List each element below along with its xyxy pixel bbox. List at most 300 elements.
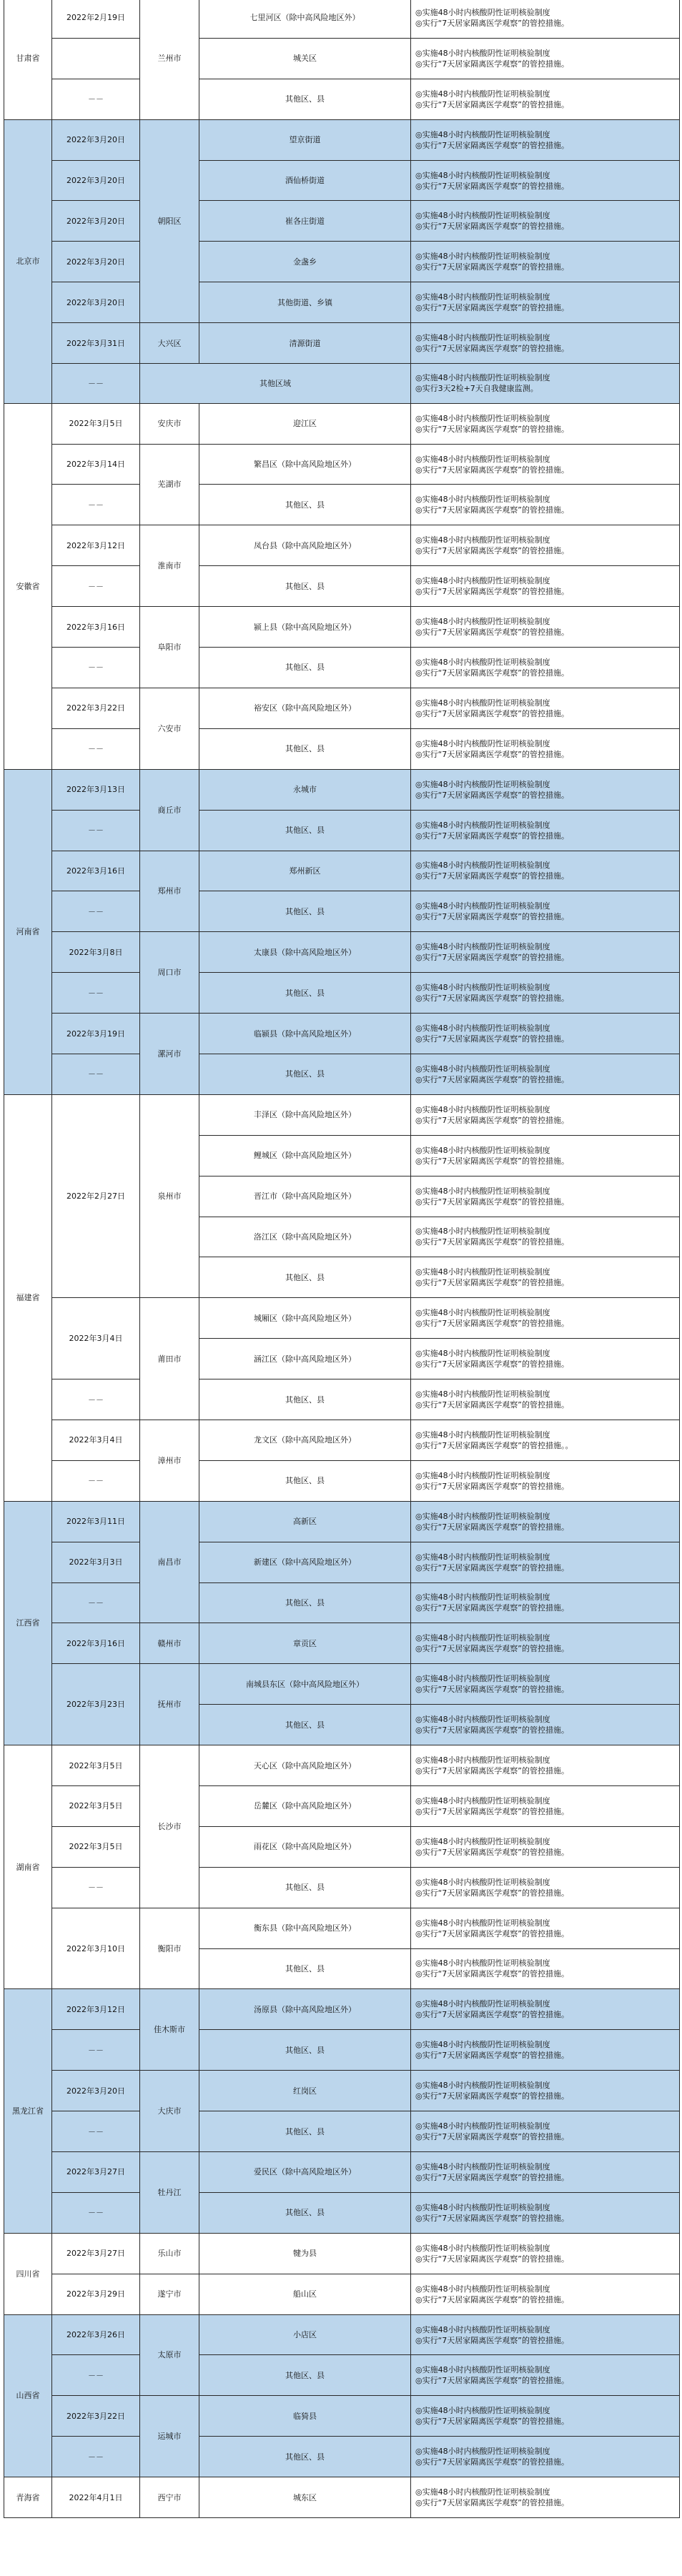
- city-cell: 长沙市: [140, 1745, 199, 1908]
- measure-line: ◎实施48小时内核酸阴性证明核验制度: [415, 820, 550, 830]
- measure-line: ◎实行“7天居家隔离医学观察”的管控措施。: [415, 465, 569, 475]
- city-cell: 安庆市: [140, 403, 199, 444]
- district-cell: 其他区、县: [199, 566, 411, 607]
- table-row: [4, 1542, 680, 1582]
- measure-line: ◎实行“7天居家隔离医学观察”的管控措施。: [415, 1481, 569, 1491]
- date-cell: －－: [52, 973, 140, 1014]
- date-cell: －－: [52, 2437, 140, 2477]
- measures-cell: [411, 1379, 680, 1420]
- measures-cell: [411, 1420, 680, 1460]
- city-cell: 漯河市: [140, 1014, 199, 1095]
- measure-line: ◎实行“7天居家隔离医学观察”的管控措施。: [415, 1278, 569, 1288]
- measure-line: ◎实施48小时内核酸阴性证明核验制度: [415, 983, 550, 993]
- measures-cell: [411, 2233, 680, 2274]
- date-cell: －－: [52, 364, 140, 404]
- table-row: [4, 1501, 680, 1542]
- district-cell: 其他区、县: [199, 1054, 411, 1094]
- measure-line: ◎实施48小时内核酸阴性证明核验制度: [415, 1104, 550, 1114]
- measure-line: ◎实施48小时内核酸阴性证明核验制度: [415, 617, 550, 627]
- table-row: [4, 2477, 680, 2518]
- measures-cell: [411, 1867, 680, 1908]
- measure-line: ◎实行“7天居家隔离医学观察”的管控措施。: [415, 344, 569, 354]
- province-cell: 四川省: [4, 2233, 52, 2314]
- table-row: [4, 282, 680, 323]
- measure-line: ◎实施48小时内核酸阴性证明核验制度: [415, 901, 550, 911]
- measure-line: ◎实施48小时内核酸阴性证明核验制度: [415, 1958, 550, 1968]
- district-cell: 临猗县: [199, 2396, 411, 2437]
- date-cell: 2022年3月5日: [52, 1826, 140, 1867]
- measure-line: ◎实施48小时内核酸阴性证明核验制度: [415, 1470, 550, 1480]
- district-cell: 其他区、县: [199, 1379, 411, 1420]
- date-cell: －－: [52, 810, 140, 851]
- measure-line: ◎实施48小时内核酸阴性证明核验制度: [415, 1755, 550, 1765]
- district-cell: 其他区、县: [199, 2030, 411, 2071]
- district-cell: 酒仙桥街道: [199, 160, 411, 201]
- table-row: [4, 728, 680, 769]
- date-cell: 2022年3月22日: [52, 688, 140, 728]
- measure-line: ◎实行“7天居家隔离医学观察”的管控措施。: [415, 953, 569, 963]
- measure-line: ◎实施48小时内核酸阴性证明核验制度: [415, 1186, 550, 1196]
- table-row: [4, 2355, 680, 2396]
- measure-line: ◎实施48小时内核酸阴性证明核验制度: [415, 1024, 550, 1033]
- measures-cell: [411, 160, 680, 201]
- date-cell: 2022年3月16日: [52, 851, 140, 891]
- measure-line: ◎实行“7天居家隔离医学观察”的管控措施。: [415, 1319, 569, 1329]
- measures-cell: [411, 364, 680, 404]
- measure-line: ◎实施48小时内核酸阴性证明核验制度: [415, 170, 550, 180]
- measure-line: ◎实施48小时内核酸阴性证明核验制度: [415, 2040, 550, 2050]
- measure-line: ◎实施48小时内核酸阴性证明核验制度: [415, 1308, 550, 1318]
- measure-line: ◎实行“7天居家隔离医学观察”的管控措施。: [415, 303, 569, 313]
- measure-line: ◎实施48小时内核酸阴性证明核验制度: [415, 1064, 550, 1074]
- measure-line: ◎实行“7天居家隔离医学观察”的管控措施。: [415, 2457, 569, 2467]
- city-cell: 淮南市: [140, 525, 199, 607]
- measure-line: ◎实施48小时内核酸阴性证明核验制度: [415, 1795, 550, 1805]
- measure-line: ◎实施48小时内核酸阴性证明核验制度: [415, 2324, 550, 2334]
- measure-line: ◎实行“7天居家隔离医学观察”的管控措施。: [415, 1806, 569, 1816]
- table-row: [4, 1582, 680, 1623]
- measure-line: ◎实行“7天居家隔离医学观察”的管控措施。: [415, 790, 569, 800]
- measure-line: ◎实行“7天居家隔离医学观察”的管控措施。: [415, 424, 569, 434]
- district-cell: 繁昌区（除中高风险地区外）: [199, 444, 411, 485]
- table-row: [4, 2396, 680, 2437]
- measure-line: ◎实行“7天居家隔离医学观察”的管控措施。: [415, 1969, 569, 1979]
- measure-line: ◎实行“7天居家隔离医学观察”的管控措施。: [415, 262, 569, 272]
- city-cell: 抚州市: [140, 1664, 199, 1745]
- district-cell: 永城市: [199, 769, 411, 810]
- measures-cell: [411, 1094, 680, 1135]
- measures-cell: [411, 1217, 680, 1257]
- date-cell: 2022年3月4日: [52, 1298, 140, 1379]
- measures-cell: [411, 323, 680, 364]
- measure-line: ◎实行“7天居家隔离医学观察”的管控措施。: [415, 1888, 569, 1898]
- date-cell: －－: [52, 1054, 140, 1094]
- city-cell: 芜湖市: [140, 444, 199, 525]
- measure-line: ◎实行“7天居家隔离医学观察”的管控措施。: [415, 2335, 569, 2345]
- date-cell: 2022年3月13日: [52, 769, 140, 810]
- city-cell: 运城市: [140, 2396, 199, 2477]
- measure-line: ◎实施48小时内核酸阴性证明核验制度: [415, 657, 550, 667]
- table-row: [4, 525, 680, 566]
- district-cell: 其他区、县: [199, 1867, 411, 1908]
- table-row: [4, 1745, 680, 1786]
- table-row: [4, 403, 680, 444]
- measure-line: ◎实施48小时内核酸阴性证明核验制度: [415, 779, 550, 789]
- control-measures-table: [4, 0, 680, 2518]
- measures-cell: [411, 728, 680, 769]
- date-cell: 2022年3月16日: [52, 1623, 140, 1664]
- measure-line: ◎实施48小时内核酸阴性证明核验制度: [415, 2121, 550, 2131]
- table-row: [4, 1867, 680, 1908]
- district-cell: 涵江区（除中高风险地区外）: [199, 1339, 411, 1379]
- table-row: [4, 119, 680, 160]
- measure-line: ◎实行“7天居家隔离医学观察”的管控措施。: [415, 871, 569, 881]
- measure-line: ◎实行“7天居家隔离医学观察”的管控措施。: [415, 2498, 569, 2508]
- measure-line: ◎实施48小时内核酸阴性证明核验制度: [415, 2284, 550, 2294]
- district-cell: 鲤城区（除中高风险地区外）: [199, 1135, 411, 1176]
- measure-line: ◎实施48小时内核酸阴性证明核验制度: [415, 2406, 550, 2416]
- district-cell: 其他区、县: [199, 2355, 411, 2396]
- measure-line: ◎实行“7天居家隔离医学观察”的管控措施。: [415, 1847, 569, 1857]
- district-cell: 郑州新区: [199, 851, 411, 891]
- measure-line: ◎实行“7天居家隔离医学观察”的管控措施。: [415, 2132, 569, 2142]
- measure-line: ◎实施48小时内核酸阴性证明核验制度: [415, 373, 550, 383]
- district-cell: 其他区、县: [199, 1257, 411, 1298]
- city-cell: 大兴区: [140, 323, 199, 364]
- measures-cell: [411, 2111, 680, 2152]
- table-row: [4, 607, 680, 648]
- measure-line: ◎实施48小时内核酸阴性证明核验制度: [415, 2161, 550, 2171]
- table-row: [4, 1908, 680, 1948]
- date-cell: －－: [52, 1582, 140, 1623]
- measure-line: ◎实行“7天居家隔离医学观察”的管控措施。: [415, 2294, 569, 2304]
- measures-cell: [411, 851, 680, 891]
- measures-cell: [411, 1826, 680, 1867]
- measures-cell: [411, 1785, 680, 1826]
- table-row: [4, 444, 680, 485]
- city-cell: 莆田市: [140, 1298, 199, 1420]
- district-cell: 太康县（除中高风险地区外）: [199, 932, 411, 973]
- measures-cell: [411, 1745, 680, 1786]
- table-row: [4, 160, 680, 201]
- table-row: [4, 566, 680, 607]
- province-cell: 江西省: [4, 1501, 52, 1745]
- measures-cell: [411, 1135, 680, 1176]
- date-cell: 2022年3月11日: [52, 1501, 140, 1542]
- table-row: [4, 242, 680, 282]
- district-cell: 丰泽区（除中高风险地区外）: [199, 1094, 411, 1135]
- measures-cell: [411, 2030, 680, 2071]
- province-cell: 湖南省: [4, 1745, 52, 1989]
- province-cell: 甘肃省: [4, 0, 52, 119]
- measures-cell: [411, 1298, 680, 1339]
- district-cell: 高新区: [199, 1501, 411, 1542]
- district-cell: 汤原县（除中高风险地区外）: [199, 1989, 411, 2030]
- date-cell: 2022年3月29日: [52, 2274, 140, 2314]
- table-row: [4, 0, 680, 38]
- measure-line: ◎实施48小时内核酸阴性证明核验制度: [415, 211, 550, 221]
- district-cell: 裕安区（除中高风险地区外）: [199, 688, 411, 728]
- measure-line: ◎实行“7天居家隔离医学观察”的管控措施。: [415, 912, 569, 922]
- measure-line: ◎实行“7天居家隔离医学观察”的管控措施。: [415, 1562, 569, 1572]
- district-cell: 小店区: [199, 2314, 411, 2355]
- measures-cell: [411, 2071, 680, 2111]
- measure-line: ◎实行“7天居家隔离医学观察”的管控措施。: [415, 546, 569, 556]
- measures-cell: [411, 566, 680, 607]
- measures-cell: [411, 648, 680, 688]
- measures-cell: [411, 2477, 680, 2518]
- measures-cell: [411, 282, 680, 323]
- measure-line: ◎实行“7天居家隔离医学观察”的管控措施。: [415, 2254, 569, 2264]
- measure-line: ◎实施48小时内核酸阴性证明核验制度: [415, 413, 550, 423]
- measure-line: ◎实行“7天居家隔离医学观察”的管控措施。: [415, 1156, 569, 1166]
- measure-line: ◎实施48小时内核酸阴性证明核验制度: [415, 738, 550, 748]
- measure-line: ◎实施48小时内核酸阴性证明核验制度: [415, 292, 550, 302]
- date-cell: 2022年3月5日: [52, 1785, 140, 1826]
- date-cell: 2022年3月3日: [52, 1542, 140, 1582]
- table-row: [4, 932, 680, 973]
- measure-line: ◎实行“7天居家隔离医学观察”的管控措施。: [415, 2051, 569, 2061]
- measures-cell: [411, 1014, 680, 1054]
- province-cell: 黑龙江省: [4, 1989, 52, 2233]
- measures-cell: [411, 0, 680, 38]
- district-cell: 天心区（除中高风险地区外）: [199, 1745, 411, 1786]
- date-cell: 2022年3月19日: [52, 1014, 140, 1054]
- measure-line: ◎实行“7天居家隔离医学观察”的管控措施。: [415, 2213, 569, 2223]
- date-cell: 2022年3月16日: [52, 607, 140, 648]
- table-row: [4, 1420, 680, 1460]
- measure-line: ◎实行“7天居家隔离医学观察”的管控措施。: [415, 2172, 569, 2182]
- measure-line: ◎实施48小时内核酸阴性证明核验制度: [415, 48, 550, 58]
- table-row: [4, 1785, 680, 1826]
- date-cell: 2022年3月10日: [52, 1908, 140, 1989]
- date-cell: －－: [52, 648, 140, 688]
- district-cell: 临颍县（除中高风险地区外）: [199, 1014, 411, 1054]
- measure-line: ◎实施48小时内核酸阴性证明核验制度: [415, 252, 550, 262]
- measures-cell: [411, 810, 680, 851]
- measures-cell: [411, 1176, 680, 1217]
- measure-line: ◎实行“7天居家隔离医学观察”的管控措施。: [415, 1603, 569, 1613]
- district-cell: 其他区、县: [199, 1705, 411, 1745]
- table-row: [4, 851, 680, 891]
- date-cell: 2022年3月27日: [52, 2233, 140, 2274]
- measure-line: ◎实施48小时内核酸阴性证明核验制度: [415, 1918, 550, 1928]
- city-cell: 商丘市: [140, 769, 199, 851]
- measure-line: ◎实行“7天居家隔离医学观察”的管控措施。: [415, 1115, 569, 1125]
- city-cell: 漳州市: [140, 1420, 199, 1501]
- city-cell: 乐山市: [140, 2233, 199, 2274]
- city-cell: 六安市: [140, 688, 199, 769]
- measures-cell: [411, 119, 680, 160]
- city-cell: 大庆市: [140, 2071, 199, 2152]
- measure-line: ◎实施48小时内核酸阴性证明核验制度: [415, 1592, 550, 1602]
- measures-cell: [411, 1501, 680, 1542]
- table-row: [4, 201, 680, 242]
- measure-line: ◎实施48小时内核酸阴性证明核验制度: [415, 2081, 550, 2091]
- measure-line: ◎实行“7天居家隔离医学观察”的管控措施。: [415, 628, 569, 638]
- district-cell: 其他区、县: [199, 1948, 411, 1989]
- city-cell: 牡丹江: [140, 2152, 199, 2234]
- district-cell: 清源街道: [199, 323, 411, 364]
- measures-cell: [411, 932, 680, 973]
- date-cell: －－: [52, 2030, 140, 2071]
- measure-line: ◎实行“7天居家隔离医学观察”的管控措施。: [415, 1359, 569, 1369]
- date-cell: －－: [52, 566, 140, 607]
- measure-line: ◎实行“7天居家隔离医学观察”的管控措施。: [415, 99, 569, 109]
- date-cell: 2022年2月19日: [52, 0, 140, 38]
- measure-line: ◎实施48小时内核酸阴性证明核验制度: [415, 1430, 550, 1440]
- city-cell: 南昌市: [140, 1501, 199, 1623]
- date-cell: 2022年3月14日: [52, 444, 140, 485]
- measures-cell: [411, 38, 680, 79]
- measures-cell: [411, 1989, 680, 2030]
- district-cell: 爱民区（除中高风险地区外）: [199, 2152, 411, 2193]
- measure-line: ◎实施48小时内核酸阴性证明核验制度: [415, 1267, 550, 1277]
- date-cell: 2022年3月23日: [52, 1664, 140, 1745]
- district-cell: 凤台县（除中高风险地区外）: [199, 525, 411, 566]
- measures-cell: [411, 242, 680, 282]
- measures-cell: [411, 201, 680, 242]
- district-cell: 南城县东区（除中高风险地区外）: [199, 1664, 411, 1705]
- city-cell: 兰州市: [140, 0, 199, 119]
- district-cell: 龙文区（除中高风险地区外）: [199, 1420, 411, 1460]
- measures-cell: [411, 1339, 680, 1379]
- measures-cell: [411, 485, 680, 525]
- measure-line: ◎实施48小时内核酸阴性证明核验制度: [415, 1715, 550, 1725]
- measures-cell: [411, 2152, 680, 2193]
- district-cell: 城厢区（除中高风险地区外）: [199, 1298, 411, 1339]
- measure-line: ◎实施48小时内核酸阴性证明核验制度: [415, 1836, 550, 1846]
- table-row: [4, 2233, 680, 2274]
- province-cell: 北京市: [4, 119, 52, 403]
- measures-cell: [411, 1460, 680, 1501]
- date-cell: 2022年3月26日: [52, 2314, 140, 2355]
- district-cell: 船山区: [199, 2274, 411, 2314]
- table-row: [4, 2071, 680, 2111]
- measure-line: ◎实施48小时内核酸阴性证明核验制度: [415, 333, 550, 343]
- measure-line: ◎实施48小时内核酸阴性证明核验制度: [415, 942, 550, 952]
- measure-line: ◎实行“7天居家隔离医学观察”的管控措施。: [415, 2376, 569, 2386]
- table-row: [4, 323, 680, 364]
- measure-line: ◎实行“7天居家隔离医学观察”的管控措施。: [415, 2417, 569, 2427]
- city-cell: 遂宁市: [140, 2274, 199, 2314]
- date-cell: －－: [52, 79, 140, 119]
- district-cell: 红岗区: [199, 2071, 411, 2111]
- district-cell: 其他区、县: [199, 2111, 411, 2152]
- table-row: [4, 1664, 680, 1705]
- table-row: [4, 2274, 680, 2314]
- measure-line: ◎实行“7天居家隔离医学观察”的管控措施。: [415, 749, 569, 759]
- table-row: [4, 38, 680, 79]
- table-row: [4, 648, 680, 688]
- district-cell: 金盏乡: [199, 242, 411, 282]
- table-row: [4, 2152, 680, 2193]
- measures-cell: [411, 79, 680, 119]
- measure-line: ◎实施48小时内核酸阴性证明核验制度: [415, 129, 550, 139]
- district-cell: 其他区、县: [199, 810, 411, 851]
- date-cell: 2022年3月5日: [52, 1745, 140, 1786]
- district-cell: 望京街道: [199, 119, 411, 160]
- table-row: [4, 1379, 680, 1420]
- table-row: [4, 1054, 680, 1094]
- table-row: [4, 769, 680, 810]
- measure-line: ◎实行“7天居家隔离医学观察”的管控措施。: [415, 1725, 569, 1735]
- measure-line: ◎实行“7天居家隔离医学观察”的管控措施。: [415, 994, 569, 1004]
- measures-cell: [411, 403, 680, 444]
- district-cell: 其他区、县: [199, 2437, 411, 2477]
- measure-line: ◎实行“7天居家隔离医学观察”的管控措施。: [415, 1197, 569, 1207]
- measure-line: ◎实施48小时内核酸阴性证明核验制度: [415, 1877, 550, 1887]
- measure-line: ◎实行“7天居家隔离医学观察”的管控措施。: [415, 1928, 569, 1938]
- measures-cell: [411, 607, 680, 648]
- measures-cell: [411, 1054, 680, 1094]
- measure-line: ◎实施48小时内核酸阴性证明核验制度: [415, 1633, 550, 1643]
- district-cell: 其他区、县: [199, 648, 411, 688]
- date-cell: 2022年3月20日: [52, 119, 140, 160]
- table-row: [4, 1298, 680, 1339]
- measures-cell: [411, 973, 680, 1014]
- date-cell: －－: [52, 2192, 140, 2233]
- district-cell: 其他区、县: [199, 728, 411, 769]
- measure-line: ◎实施48小时内核酸阴性证明核验制度: [415, 1349, 550, 1359]
- district-cell: 七里河区（除中高风险地区外）: [199, 0, 411, 38]
- district-cell: 其他区、县: [199, 79, 411, 119]
- province-cell: 福建省: [4, 1094, 52, 1501]
- measure-line: ◎实行“7天居家隔离医学观察”的管控措施。: [415, 2010, 569, 2020]
- district-cell: 崔各庄街道: [199, 201, 411, 242]
- city-cell: 西宁市: [140, 2477, 199, 2518]
- measure-line: ◎实行3天2检+7天自我健康监测。: [415, 384, 538, 394]
- table-row: [4, 1460, 680, 1501]
- district-cell: 其他区、县: [199, 2192, 411, 2233]
- measure-line: ◎实行“7天居家隔离医学观察”的管控措施。: [415, 181, 569, 191]
- measures-cell: [411, 1705, 680, 1745]
- measures-cell: [411, 1908, 680, 1948]
- measure-line: ◎实行“7天居家隔离医学观察”的管控措施。: [415, 831, 569, 841]
- district-cell: 其他区域: [140, 364, 411, 404]
- date-cell: －－: [52, 2111, 140, 2152]
- city-cell: 佳木斯市: [140, 1989, 199, 2071]
- date-cell: 2022年2月27日: [52, 1094, 140, 1297]
- measure-line: ◎实施48小时内核酸阴性证明核验制度: [415, 1999, 550, 2009]
- table-row: [4, 2437, 680, 2477]
- measures-cell: [411, 1664, 680, 1705]
- district-cell: 衡东县（除中高风险地区外）: [199, 1908, 411, 1948]
- date-cell: 2022年4月1日: [52, 2477, 140, 2518]
- date-cell: －－: [52, 2355, 140, 2396]
- table-row: [4, 1094, 680, 1135]
- province-cell: 山西省: [4, 2314, 52, 2477]
- date-cell: －－: [52, 1379, 140, 1420]
- measures-cell: [411, 769, 680, 810]
- table-row: [4, 688, 680, 728]
- measure-line: ◎实施48小时内核酸阴性证明核验制度: [415, 495, 550, 505]
- measures-cell: [411, 891, 680, 932]
- measure-line: ◎实施48小时内核酸阴性证明核验制度: [415, 698, 550, 708]
- measure-line: ◎实行“7天居家隔离医学观察”的管控措施。: [415, 668, 569, 678]
- measures-cell: [411, 1623, 680, 1664]
- table-row: [4, 364, 680, 404]
- district-cell: 晋江市（除中高风险地区外）: [199, 1176, 411, 1217]
- date-cell: [52, 38, 140, 79]
- measures-cell: [411, 2314, 680, 2355]
- measure-line: ◎实施48小时内核酸阴性证明核验制度: [415, 1227, 550, 1237]
- district-cell: 犍为县: [199, 2233, 411, 2274]
- date-cell: 2022年3月4日: [52, 1420, 140, 1460]
- measures-cell: [411, 2192, 680, 2233]
- measures-cell: [411, 525, 680, 566]
- district-cell: 城关区: [199, 38, 411, 79]
